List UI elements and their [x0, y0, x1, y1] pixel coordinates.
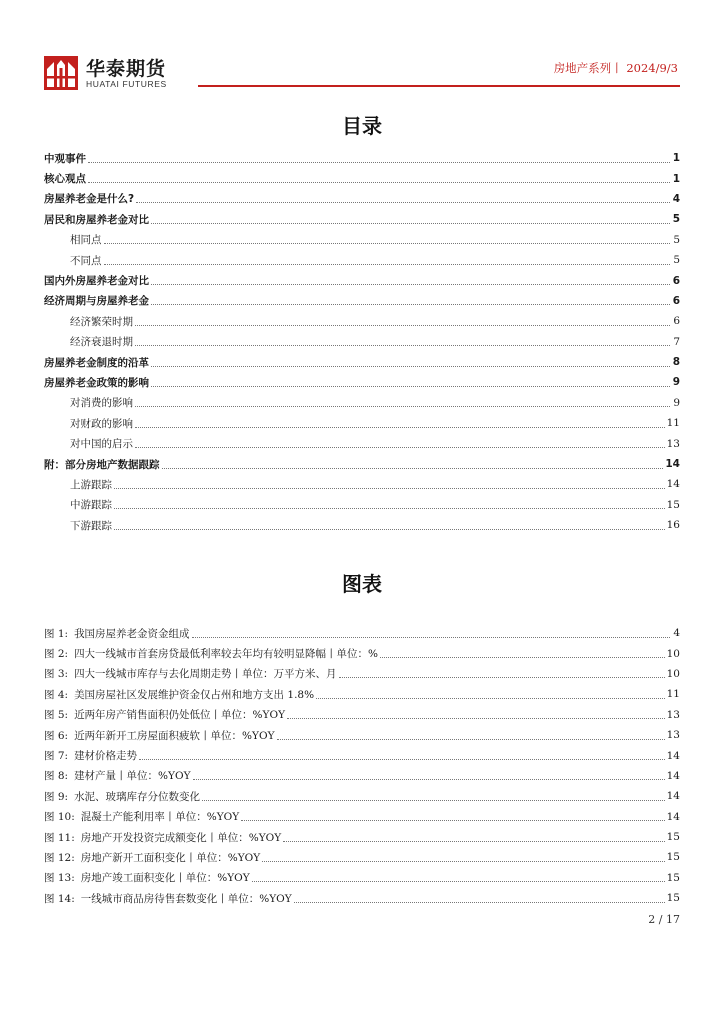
toc-entry[interactable]	[44, 148, 680, 168]
toc-entry-label: 核心观点	[44, 173, 86, 186]
toc-entry-label: 对中国的启示	[70, 438, 133, 451]
dot-leader	[151, 284, 670, 285]
toc-entry[interactable]	[44, 209, 680, 229]
toc-entry-page: 6	[672, 274, 680, 287]
dot-leader	[104, 243, 671, 244]
dot-leader	[136, 202, 670, 203]
dot-leader	[277, 739, 665, 740]
toc-entry-page: 5	[673, 233, 680, 246]
dot-leader	[193, 779, 665, 780]
dot-leader	[135, 427, 665, 428]
toc-entry-page: 1	[672, 152, 680, 165]
figure-entry[interactable]	[44, 766, 680, 786]
toc-entry[interactable]	[44, 291, 680, 311]
toc-entry-page: 9	[673, 396, 680, 409]
figure-page: 10	[666, 667, 680, 680]
figure-page: 13	[666, 708, 680, 721]
dot-leader	[316, 698, 665, 699]
toc-subentry[interactable]	[44, 332, 680, 352]
figure-page: 13	[666, 729, 680, 742]
figure-number: 图 1:	[44, 627, 69, 640]
toc-entry-page: 9	[672, 376, 680, 389]
dot-leader	[135, 345, 670, 346]
toc-entry-label: 中观事件	[44, 152, 86, 165]
toc-entry-label: 经济衰退时期	[70, 336, 133, 349]
toc-entry-label: 房屋养老金是什么?	[44, 193, 135, 206]
toc-subentry[interactable]	[44, 413, 680, 433]
dot-leader	[287, 718, 665, 719]
toc-entry-page: 11	[666, 417, 680, 430]
toc-entry-page: 5	[673, 254, 680, 267]
toc-entry-label: 经济周期与房屋养老金	[44, 295, 149, 308]
toc-entry-page: 14	[665, 458, 680, 471]
toc-entry-page: 8	[672, 356, 680, 369]
dot-leader	[151, 386, 670, 387]
dot-leader	[262, 861, 664, 862]
toc-entry[interactable]	[44, 168, 680, 188]
dot-leader	[252, 881, 665, 882]
dot-leader	[151, 223, 670, 224]
table-of-contents	[44, 148, 680, 535]
toc-entry-label: 相同点	[70, 234, 102, 247]
toc-entry-page: 7	[673, 335, 680, 348]
figure-title: 近两年房产销售面积仍处低位丨单位：%YOY	[74, 709, 286, 722]
huatai-logo-icon	[44, 56, 78, 90]
figure-title: 近两年新开工房屋面积疲软丨单位：%YOY	[74, 729, 275, 742]
toc-entry-label: 不同点	[70, 254, 102, 267]
figure-entry[interactable]	[44, 725, 680, 745]
dot-leader	[135, 406, 670, 407]
figure-entry[interactable]	[44, 888, 680, 908]
figure-number: 图 10:	[44, 811, 75, 824]
toc-entry[interactable]	[44, 270, 680, 290]
figure-number: 图 7:	[44, 750, 69, 763]
toc-entry-page: 5	[672, 213, 680, 226]
report-series-date: 房地产系列丨 2024/9/3	[553, 61, 678, 75]
dot-leader	[192, 637, 670, 638]
toc-entry-label: 对消费的影响	[70, 397, 133, 410]
dot-leader	[114, 529, 665, 530]
figure-number: 图 3:	[44, 668, 69, 681]
toc-subentry[interactable]	[44, 393, 680, 413]
figure-page: 11	[666, 688, 680, 701]
figure-page: 15	[666, 871, 680, 884]
list-of-figures	[44, 623, 680, 908]
toc-subentry[interactable]	[44, 250, 680, 270]
figure-title: 房地产新开工面积变化丨单位：%YOY	[80, 851, 261, 864]
figure-number: 图 14:	[44, 892, 75, 905]
dot-leader	[294, 902, 665, 903]
dot-leader	[380, 657, 665, 658]
page-number: 2 / 17	[648, 913, 680, 926]
figure-title: 四大一线城市库存与去化周期走势丨单位：万平方米、月	[74, 668, 337, 681]
figure-title: 一线城市商品房待售套数变化丨单位：%YOY	[80, 892, 292, 905]
header-divider	[198, 85, 680, 87]
toc-entry-page: 13	[666, 437, 680, 450]
dot-leader	[135, 325, 670, 326]
figure-title: 混凝土产能利用率丨单位：%YOY	[80, 811, 240, 824]
figure-entry[interactable]	[44, 643, 680, 663]
figure-number: 图 5:	[44, 709, 69, 722]
figure-title: 美国房屋社区发展维护资金仅占州和地方支出 1.8%	[74, 688, 315, 701]
toc-subentry[interactable]	[44, 515, 680, 535]
figure-page: 15	[666, 892, 680, 905]
figure-number: 图 13:	[44, 872, 75, 885]
toc-subentry[interactable]	[44, 311, 680, 331]
toc-title: 目录	[342, 114, 382, 138]
toc-subentry[interactable]	[44, 474, 680, 494]
figures-title: 图表	[342, 572, 382, 596]
toc-entry-label: 国内外房屋养老金对比	[44, 275, 149, 288]
toc-entry-page: 6	[673, 315, 680, 328]
figure-number: 图 8:	[44, 770, 69, 783]
figure-title: 建材产量丨单位：%YOY	[74, 770, 191, 783]
dot-leader	[151, 366, 670, 367]
dot-leader	[162, 468, 664, 469]
toc-entry-label: 房屋养老金政策的影响	[44, 376, 149, 389]
dot-leader	[135, 447, 665, 448]
figure-title: 建材价格走势	[74, 750, 138, 763]
figure-entry[interactable]	[44, 664, 680, 684]
figure-entry[interactable]	[44, 623, 680, 643]
figure-title: 房地产开发投资完成额变化丨单位：%YOY	[80, 831, 282, 844]
figure-page: 14	[666, 769, 680, 782]
toc-entry-page: 6	[672, 294, 680, 307]
dot-leader	[202, 800, 665, 801]
company-name-cn: 华泰期货	[86, 58, 167, 80]
toc-entry-page: 4	[672, 192, 680, 205]
figure-entry[interactable]	[44, 684, 680, 704]
dot-leader	[283, 841, 664, 842]
figure-page: 4	[673, 627, 680, 640]
figure-entry[interactable]	[44, 745, 680, 765]
figure-entry[interactable]	[44, 807, 680, 827]
figure-entry[interactable]	[44, 847, 680, 867]
toc-entry-page: 16	[666, 519, 680, 532]
toc-entry[interactable]	[44, 189, 680, 209]
figure-page: 14	[666, 790, 680, 803]
toc-entry-label: 经济繁荣时期	[70, 315, 133, 328]
dot-leader	[114, 508, 665, 509]
figure-number: 图 4:	[44, 688, 69, 701]
toc-entry-label: 中游跟踪	[70, 499, 112, 512]
toc-entry-label: 上游跟踪	[70, 478, 112, 491]
dot-leader	[88, 162, 670, 163]
toc-entry-page: 15	[666, 498, 680, 511]
dot-leader	[88, 182, 670, 183]
company-name-en: HUATAI FUTURES	[86, 79, 167, 89]
toc-entry-label: 附：部分房地产数据跟踪	[44, 458, 160, 471]
figure-entry[interactable]	[44, 868, 680, 888]
toc-subentry[interactable]	[44, 495, 680, 515]
dot-leader	[114, 488, 665, 489]
figure-title: 水泥、玻璃库存分位数变化	[74, 790, 201, 803]
toc-entry-label: 居民和房屋养老金对比	[44, 213, 149, 226]
figure-title: 四大一线城市首套房贷最低利率较去年均有较明显降幅丨单位：%	[74, 648, 379, 661]
figure-page: 10	[666, 647, 680, 660]
toc-entry-label: 房屋养老金制度的沿革	[44, 356, 149, 369]
dot-leader	[139, 759, 665, 760]
figure-entry[interactable]	[44, 786, 680, 806]
toc-entry[interactable]	[44, 372, 680, 392]
toc-entry[interactable]	[44, 454, 680, 474]
dot-leader	[151, 304, 670, 305]
figure-page: 15	[666, 851, 680, 864]
toc-entry-label: 下游跟踪	[70, 519, 112, 532]
figure-title: 房地产竣工面积变化丨单位：%YOY	[80, 872, 250, 885]
figure-number: 图 9:	[44, 790, 69, 803]
figure-number: 图 6:	[44, 729, 69, 742]
toc-entry-page: 1	[672, 172, 680, 185]
figure-entry[interactable]	[44, 705, 680, 725]
figure-page: 14	[666, 810, 680, 823]
figure-page: 15	[666, 831, 680, 844]
dot-leader	[241, 820, 664, 821]
toc-subentry[interactable]	[44, 433, 680, 453]
figure-title: 我国房屋养老金资金组成	[74, 627, 190, 640]
figure-number: 图 11:	[44, 831, 75, 844]
figure-page: 14	[666, 749, 680, 762]
dot-leader	[104, 264, 671, 265]
toc-entry-page: 14	[666, 478, 680, 491]
toc-entry[interactable]	[44, 352, 680, 372]
figure-entry[interactable]	[44, 827, 680, 847]
toc-subentry[interactable]	[44, 230, 680, 250]
figure-number: 图 12:	[44, 851, 75, 864]
toc-entry-label: 对财政的影响	[70, 417, 133, 430]
dot-leader	[339, 677, 665, 678]
figure-number: 图 2:	[44, 648, 69, 661]
